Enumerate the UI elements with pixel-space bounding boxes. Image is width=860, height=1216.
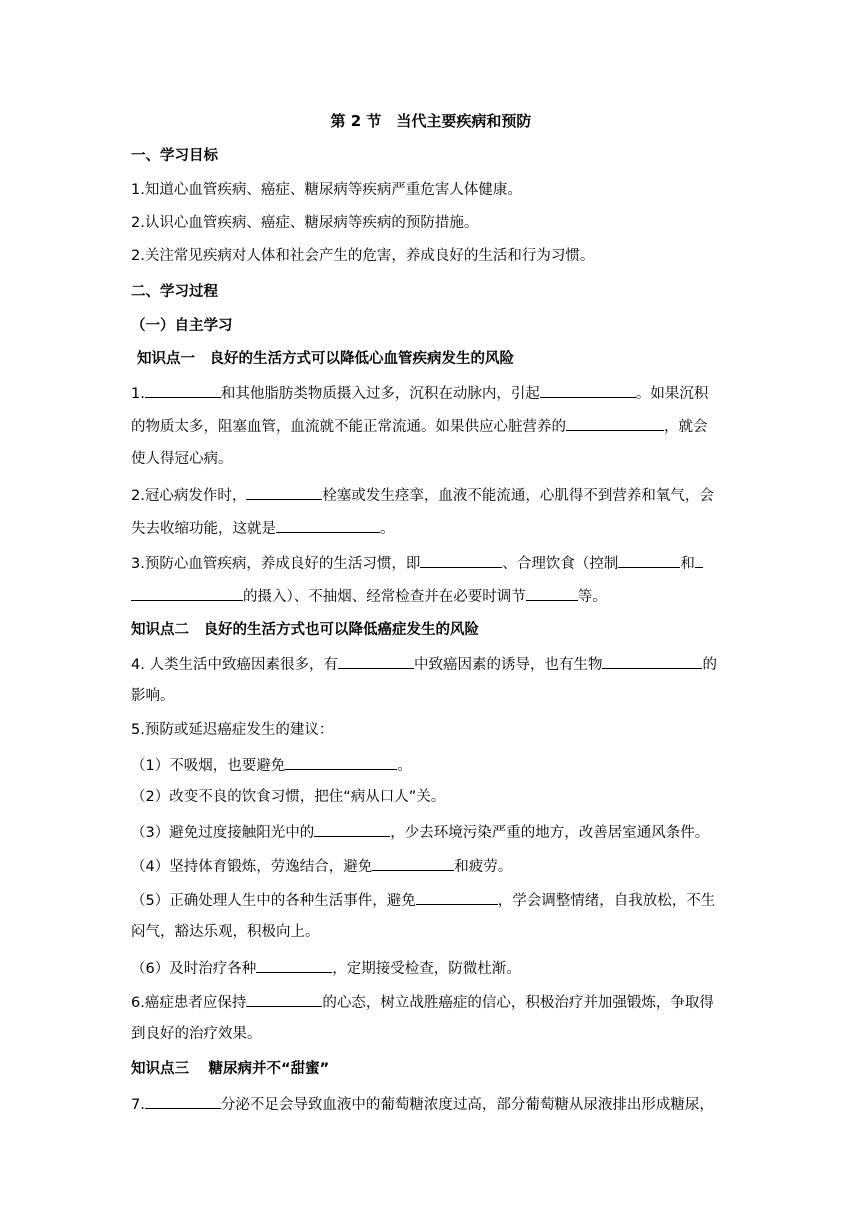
question-1-line-3: 使人得冠心病。 [131, 451, 233, 467]
goal-item: 1.知道心血管疾病、癌症、糖尿病等疾病严重危害人体健康。 [131, 182, 522, 198]
knowledge-point-heading: 知识点三 糖尿病并不“甜蜜” [131, 1061, 330, 1077]
question-2-line-2: 失去收缩功能，这就是 。 [131, 517, 395, 539]
suggestion-item: （5）正确处理人生中的各种生活事件，避免 ，学会调整情绪，自我放松，不生 [131, 889, 731, 911]
answer-blank[interactable] [420, 552, 502, 568]
page-title: 第 2 节 当代主要疾病和预防 [330, 112, 532, 130]
answer-blank[interactable] [256, 957, 332, 973]
question-4-line-2: 影响。 [131, 688, 175, 704]
question-1-line-2: 的物质太多，阻塞血管，血流就不能正常流通。如果供应心脏营养的 ，就会 [131, 415, 731, 437]
answer-blank[interactable] [246, 484, 322, 500]
answer-blank[interactable] [276, 517, 380, 533]
answer-blank[interactable] [602, 653, 702, 669]
knowledge-point-heading: 知识点一 良好的生活方式可以降低心血管疾病发生的风险 [137, 351, 514, 367]
answer-blank[interactable] [416, 889, 498, 905]
goal-item: 2.认识心血管疾病、癌症、糖尿病等疾病的预防措施。 [131, 215, 479, 231]
section-heading-goals: 一、学习目标 [131, 148, 218, 164]
question-2-line-1: 2.冠心病发作时， 栓塞或发生痉挛，血液不能流通，心肌得不到营养和氧气，会 [131, 484, 714, 506]
answer-blank[interactable] [131, 585, 243, 601]
answer-blank[interactable] [566, 415, 664, 431]
suggestion-item-continued: 闷气，豁达乐观，积极向上。 [131, 924, 320, 940]
section-heading-process: 二、学习过程 [131, 284, 218, 300]
answer-blank[interactable] [246, 991, 322, 1007]
question-6-line-1: 6.癌症患者应保持 的心态，树立战胜癌症的信心，积极治疗并加强锻炼，争取得 [131, 991, 731, 1013]
question-5-heading: 5.预防或延迟癌症发生的建议： [131, 722, 334, 738]
subsection-heading: （一）自主学习 [131, 318, 233, 334]
answer-blank[interactable] [618, 552, 680, 568]
suggestion-item: （4）坚持体育锻炼，劳逸结合，避免 和疲劳。 [131, 855, 512, 877]
question-3-line-2: 的摄入）、不抽烟、经常检查并在必要时调节 等。 [131, 585, 607, 607]
suggestion-item: （2）改变不良的饮食习惯，把住“病从口人”关。 [131, 789, 446, 805]
answer-blank[interactable] [526, 585, 578, 601]
answer-blank[interactable] [695, 552, 703, 568]
suggestion-item: （1）不吸烟，也要避免 。 [131, 754, 412, 776]
answer-blank[interactable] [372, 855, 454, 871]
question-4-line-1: 4. 人类生活中致癌因素很多，有 中致癌因素的诱导，也有生物 的 [131, 653, 731, 675]
answer-blank[interactable] [145, 1093, 221, 1109]
suggestion-item: （6）及时治疗各种 ，定期接受检查，防微杜渐。 [131, 957, 521, 979]
answer-blank[interactable] [540, 382, 636, 398]
knowledge-point-heading: 知识点二 良好的生活方式也可以降低癌症发生的风险 [131, 622, 479, 638]
question-6-line-2: 到良好的治疗效果。 [131, 1026, 262, 1042]
question-3-line-1: 3.预防心血管疾病，养成良好的生活习惯，即 、合理饮食（控制 和 [131, 552, 703, 574]
goal-item: 2.关注常见疾病对人体和社会产生的危害，养成良好的生活和行为习惯。 [131, 248, 595, 264]
question-1-line-1: 1. 和其他脂肪类物质摄入过多，沉积在动脉内，引起 。如果沉积 [131, 382, 731, 404]
answer-blank[interactable] [285, 754, 397, 770]
suggestion-item: （3）避免过度接触阳光中的 ，少去环境污染严重的地方，改善居室通风条件。 [131, 821, 709, 843]
answer-blank[interactable] [338, 653, 414, 669]
answer-blank[interactable] [314, 821, 390, 837]
question-7-line-1: 7. 分泌不足会导致血液中的葡萄糖浓度过高，部分葡萄糖从尿液排出形成糖尿， [131, 1093, 731, 1115]
answer-blank[interactable] [145, 382, 221, 398]
